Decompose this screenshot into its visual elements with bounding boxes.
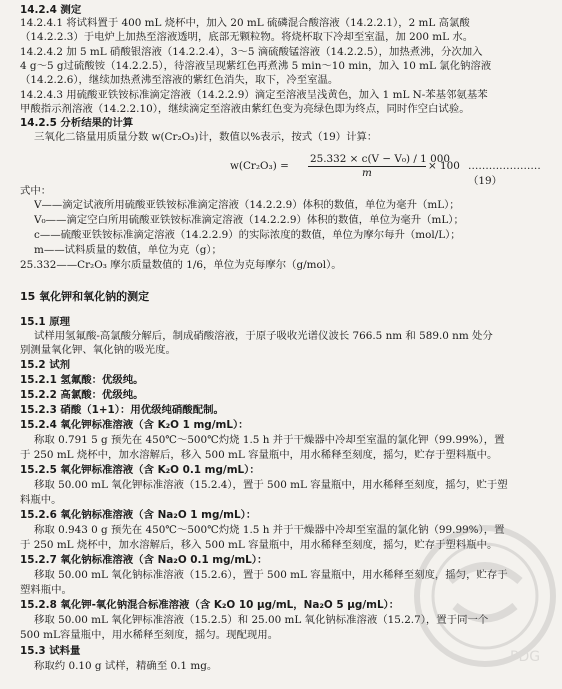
text-line-wherelabel: 式中： — [20, 185, 52, 197]
text-line-s15_2_8: 15.2.8 氧化钾-氧化钠混合标准溶液（含 K₂O 10 μg/mL，Na₂O 5 μg/mL）： — [20, 599, 400, 611]
text-line-s15_2_3: 15.2.3 硝酸（1+1）：用优级纯硝酸配制。 — [20, 404, 224, 416]
text-line-p14_2_4_2c: （14.2.2.6），继续加热煮沸至溶液的紫红色消失，取下，冷至室温。 — [20, 74, 339, 86]
text-line-s15_2_7: 15.2.7 氧化钠标准溶液（含 Na₂O 0.1 mg/mL）： — [20, 554, 268, 566]
text-line-p15_2_4b: 于 250 mL 烧杯中，加水溶解后，移入 500 mL 容量瓶中，用水稀释至刻度，摇匀，贮存于塑料瓶中。 — [20, 449, 498, 461]
text-line-s15_2_6: 15.2.6 氧化钠标准溶液（含 Na₂O 1 mg/mL）： — [20, 509, 257, 521]
text-line-p14_2_4_1b: （14.2.2.3）于电炉上加热至溶液透明，底部无颗粒物。将烧杯取下冷却至室温，加 200 mL 水。 — [20, 31, 474, 43]
text-line-p15_1b: 别测量氧化钾、氧化钠的吸光度。 — [20, 344, 176, 356]
text-line-defV0: V₀——滴定空白所用硫酸亚铁铵标准滴定溶液（14.2.2.9）体积的数值，单位为毫升（mL）； — [34, 214, 464, 226]
text-line-defc: c——硫酸亚铁铵标准滴定溶液（14.2.2.9）的实际浓度的数值，单位为摩尔每升（mol/L）； — [34, 229, 461, 241]
text-line-p14_2_4_1a: 14.2.4.1 将试料置于 400 mL 烧杯中，加入 20 mL 硫磷混合酸溶液（14.2.2.1），2 mL 高氯酸 — [20, 17, 470, 29]
text-line-p15_3a: 称取约 0.10 g 试样，精确至 0.1 mg。 — [34, 660, 218, 672]
text-line-s15_2_2: 15.2.2 高氯酸：优级纯。 — [20, 389, 144, 401]
text-line-s15_2_1: 15.2.1 氢氟酸：优级纯。 — [20, 374, 144, 386]
text-line-s15_2_5: 15.2.5 氧化钾标准溶液（含 K₂O 0.1 mg/mL）： — [20, 464, 260, 476]
equation-number: …………………（19） — [468, 160, 541, 187]
text-line-def25: 25.332——Cr₂O₃ 摩尔质量数值的 1/6，单位为克每摩尔（g/mol）。 — [20, 259, 342, 271]
formula-tail: × 100 — [428, 160, 460, 172]
text-line-defm: m——试料质量的数值，单位为克（g）； — [34, 244, 222, 256]
text-line-p15_2_6b: 于 250 mL 烧杯中，加水溶解后，移入 500 mL 容量瓶中，用水稀释至刻度，摇匀，贮存于塑料瓶中。 — [20, 539, 498, 551]
text-line-s15_3: 15.3 试料量 — [20, 645, 81, 657]
text-line-p15_2_6a: 称取 0.943 0 g 预先在 450℃～500℃灼烧 1.5 h 并于干燥器中冷却至室温的氯化钠（99.99%），置 — [34, 524, 505, 536]
text-line-s15_2: 15.2 试剂 — [20, 359, 71, 371]
text-line-p15_2_5b: 料瓶中。 — [20, 494, 62, 506]
formula-numerator: 25.332 × c(V − V₀) / 1 000 — [310, 153, 450, 165]
formula-19 — [230, 153, 541, 187]
text-line-p14_2_5a: 三氧化二铬量用质量分数 w(Cr₂O₃)计，数值以%表示，按式（19）计算： — [34, 131, 378, 143]
text-line-p15_2_8a: 移取 50.00 mL 氧化钾标准溶液（15.2.5）和 25.00 mL 氧化钠标准溶液（15.2.7），置于同一个 — [34, 614, 489, 626]
text-line-p14_2_4_2a: 14.2.4.2 加 5 mL 硝酸银溶液（14.2.2.4），3～5 滴硫酸锰溶液（14.2.2.5），加热煮沸，分次加入 — [20, 46, 483, 58]
text-line-s15_1: 15.1 原理 — [20, 316, 71, 328]
text-line-p15_2_7a: 移取 50.00 mL 氧化钠标准溶液（15.2.6），置于 500 mL 容量瓶中，用水稀释至刻度，摇匀，贮存于 — [34, 569, 508, 581]
text-line-p15_2_7b: 塑料瓶中。 — [20, 584, 72, 596]
text-line-p14_2_4_3b: 甲酸指示剂溶液（14.2.2.10），继续滴定至溶液由紫红色变为亮绿色即为终点，同时作空白试验。 — [20, 103, 470, 115]
formula-denominator: m — [362, 167, 372, 179]
text-line-s14_2_5: 14.2.5 分析结果的计算 — [20, 117, 134, 129]
text-line-p14_2_4_3a: 14.2.4.3 用硫酸亚铁铵标准滴定溶液（14.2.2.9）滴定至溶液呈浅黄色，加入 1 mL N-苯基邻氨基苯 — [20, 89, 488, 101]
text-line-p15_1a: 试样用氢氟酸-高氯酸分解后，制成硝酸溶液，于原子吸收光谱仪波长 766.5 nm 和 589.0 nm 处分 — [34, 330, 493, 342]
text-line-s15: 15 氧化钾和氧化钠的测定 — [20, 290, 150, 303]
text-line-p15_2_8b: 500 mL容量瓶中，用水稀释至刻度，摇匀。现配现用。 — [20, 629, 279, 641]
text-line-p14_2_4_2b: 4 g～5 g过硫酸铵（14.2.2.5），待溶液呈现紫红色再煮沸 5 min～10 min，加入 10 mL 氯化钠溶液 — [20, 60, 492, 72]
text-line-defV: V——滴定试液所用硫酸亚铁铵标准滴定溶液（14.2.2.9）体积的数值，单位为毫升（mL）； — [34, 199, 460, 211]
text-line-s14_2_4: 14.2.4 测定 — [20, 4, 82, 16]
watermark-text: PDG — [510, 649, 541, 665]
formula-lhs: w(Cr₂O₃) = — [230, 160, 289, 172]
text-line-p15_2_4a: 称取 0.791 5 g 预先在 450℃～500℃灼烧 1.5 h 并于干燥器中冷却至室温的氯化钾（99.99%），置 — [34, 434, 505, 446]
text-line-p15_2_5a: 移取 50.00 mL 氧化钾标准溶液（15.2.4），置于 500 mL 容量瓶中，用水稀释至刻度，摇匀，贮于塑 — [34, 479, 508, 491]
text-line-s15_2_4: 15.2.4 氧化钾标准溶液（含 K₂O 1 mg/mL）： — [20, 419, 249, 431]
